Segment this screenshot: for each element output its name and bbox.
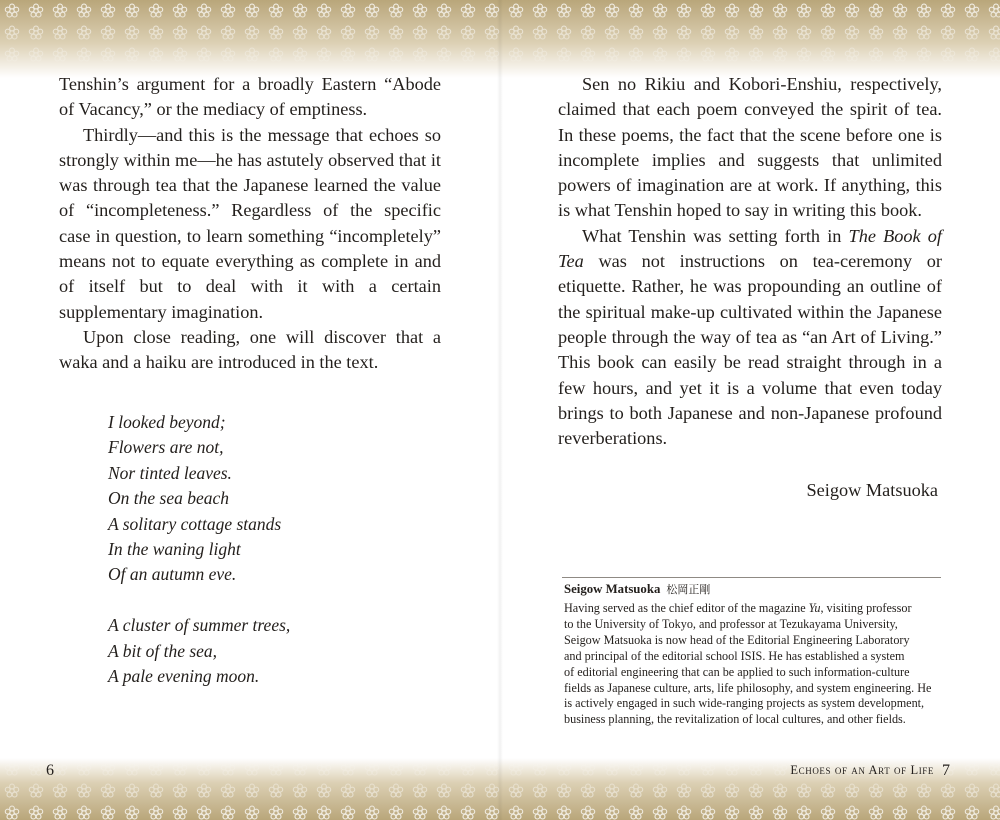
magazine-title: Yu (808, 601, 821, 615)
right-body-text (558, 72, 942, 451)
haiku-line: A cluster of summer trees, (108, 615, 291, 636)
paragraph-text: What Tenshin was setting forth in (582, 225, 849, 246)
bio-line: business planning, the revitalization of local cultures, and other fields. (564, 712, 906, 727)
page-number-right: 7 (942, 762, 950, 779)
bio-text: Having served as the chief editor of the magazine (564, 601, 809, 615)
bio-line: Seigow Matsuoka is now head of the Editorial Engineering Laboratory (564, 632, 910, 647)
bio-text: , visiting professor (820, 601, 912, 615)
haiku-line: A bit of the sea, (108, 640, 218, 661)
haiku-line: A pale evening moon. (108, 666, 260, 687)
paragraph-text: was not instructions on tea-ceremony or etiquette. Rather, he was propounding an outline of the spiritual make-up cultivated within the Japanese people through the way of tea as “an Art of Living.” This book can easily be read straight through in a few hours, and yet it is a volume that even today brings to both Japanese and non-Japanese profound reverberations. (558, 251, 942, 449)
bio-heading (564, 581, 710, 597)
bio-divider (562, 577, 941, 578)
left-page (0, 70, 500, 820)
author-bio (564, 601, 954, 728)
poem-block (108, 410, 290, 689)
bio-line (564, 601, 954, 617)
paragraph (558, 224, 942, 452)
bio-line: and principal of the editorial school ISIS. He has established a system (564, 648, 905, 663)
running-head: Echoes of an Art of Life (790, 763, 934, 777)
left-body-text (59, 72, 441, 376)
author-signature: Seigow Matsuoka (806, 480, 938, 500)
paragraph: Tenshin’s argument for a broadly Eastern “Abode of Vacancy,” or the mediacy of emptiness. (59, 74, 441, 120)
waka-line: Nor tinted leaves. (108, 462, 232, 483)
paragraph: Thirdly—and this is the message that echoes so strongly within me—he has astutely observed that it was through tea that the Japanese learned the value of “incompleteness.” Regardless of the specific case in question, to learn something “incompletely” means not to equate everything as complete in and of itself but to deal with it with a certain supplementary imagination. (59, 124, 441, 322)
waka-line: In the waning light (108, 539, 241, 560)
paragraph: Upon close reading, one will discover that a waka and a haiku are introduced in the text. (59, 326, 441, 373)
waka-line: Of an autumn eve. (108, 564, 237, 585)
book-title: The Book of Tea (558, 225, 942, 272)
waka-line: A solitary cottage stands (108, 513, 282, 534)
bio-name-kanji: 松岡正剛 (666, 583, 711, 596)
bio-line: to the University of Tokyo, and professor at Tezukayama University, (564, 616, 898, 631)
waka-line: I looked beyond; (108, 412, 226, 432)
paragraph: Sen no Rikiu and Kobori-Enshiu, respectively, claimed that each poem conveyed the spirit of tea. In these poems, the fact that the scene before one is incomplete implies and suggests that unlimited powers of imagination are at work. If anything, this is what Tenshin hoped to say in writing this book. (558, 74, 942, 221)
stanza-gap (108, 588, 290, 613)
bio-line: fields as Japanese culture, arts, life philosophy, and system engineering. He (564, 680, 932, 695)
right-page (500, 70, 1000, 820)
waka-line: On the sea beach (108, 488, 230, 509)
waka-line: Flowers are not, (108, 437, 224, 458)
page-number-left: 6 (46, 762, 54, 779)
bio-line: of editorial engineering that can be applied to such information-culture (564, 664, 910, 679)
bio-name: Seigow Matsuoka (564, 582, 661, 596)
bio-line: is actively engaged in such wide-ranging projects as system development, (564, 696, 925, 711)
